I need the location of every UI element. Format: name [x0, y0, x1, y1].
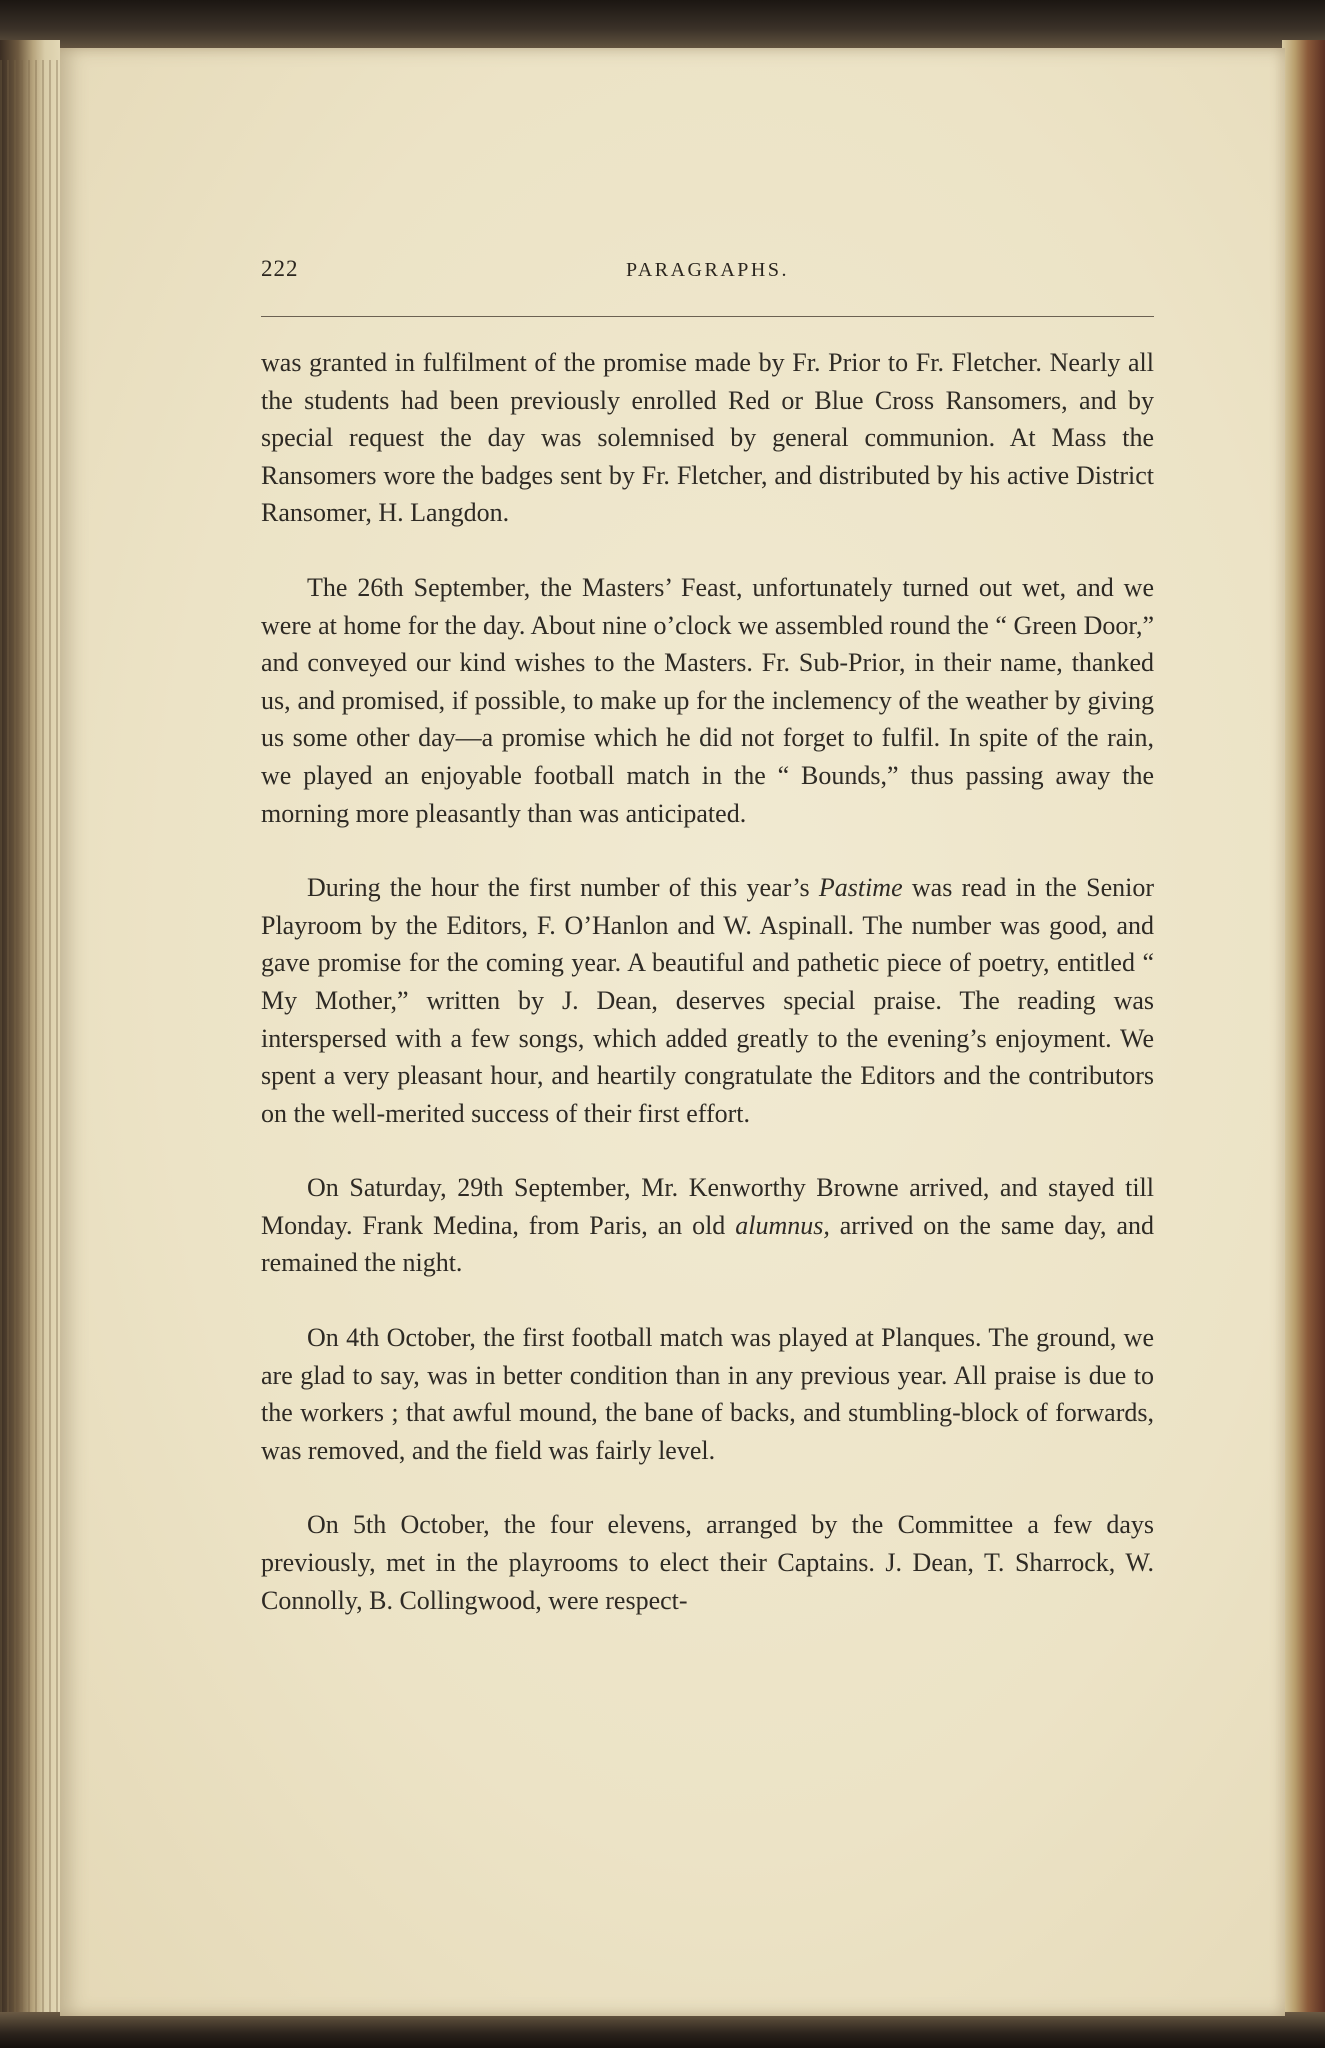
header-rule — [261, 316, 1154, 317]
paragraph-3 — [261, 869, 1154, 1132]
paragraph-3-text-b: was read in the Senior Playroom by the Editors, F. O’Hanlon and W. Aspinall. The number was good, and gave promise for the coming year. A beautiful and pathetic piece of poetry, entitled “ My Mother,” written by J. Dean, deserves special praise. The reading was interspersed with a few songs, which added greatly to the evening’s enjoyment. We spent a very pleasant hour, and heartily congratulate the Editors and the contributors on the well-merited success of their first effort. — [261, 873, 1154, 1128]
paragraph-4-text-a: On Saturday, 29th September, Mr. Kenworthy Browne arrived, and stayed till Monday. Frank Medina, from Paris, an old — [261, 1173, 1154, 1240]
paragraph-6: On 5th October, the four elevens, arranged by the Committee a few days previously, met in the playrooms to elect their Captains. J. Dean, T. Sharrock, W. Connolly, B. Collingwood, were respect- — [261, 1510, 1154, 1615]
paragraph-2: The 26th September, the Masters’ Feast, unfortunately turned out wet, and we were at home for the day. About nine o’clock we assembled round the “ Green Door,” and conveyed our kind wishes to the Masters. Fr. Sub-Prior, in their name, thanked us, and promised, if possible, to make up for the inclemency of the weather by giving us some other day—a promise which he did not forget to fulfil. In spite of the rain, we played an enjoyable football match in the “ Bounds,” thus passing away the morning more pleasantly than was anticipated. — [261, 572, 1154, 828]
paragraph-1: was granted in fulfilment of the promise made by Fr. Prior to Fr. Fletcher. Nearly all the students had been previously enrolled Red or Blue Cross Ransomers, and by special request the day was solemnised by general communion. At Mass the Ransomers wore the badges sent by Fr. Fletcher, and distributed by his active District Ransomer, H. Langdon. — [261, 348, 1154, 528]
paragraph-3-text-a: During the hour the first number of this year’s — [307, 873, 819, 903]
page-number: 222 — [261, 256, 299, 281]
body-text — [261, 344, 1154, 1619]
paragraph-4 — [261, 1169, 1154, 1282]
paragraph-4-italic-word: alumnus, — [735, 1210, 830, 1240]
running-title: PARAGRAPHS. — [626, 259, 789, 281]
paragraph-3-italic-title: Pastime — [818, 873, 903, 903]
book-left-page-edges — [0, 60, 60, 2020]
paragraph-4-text-b: arrived on the same day, and remained the night. — [261, 1210, 1154, 1278]
page-header — [261, 256, 1154, 290]
book-bottom-edge — [0, 2012, 1325, 2048]
book-right-edge — [1282, 40, 1325, 2030]
paragraph-5: On 4th October, the first football match was played at Planques. The ground, we are glad to say, was in better condition than in any previous year. All praise is due to the workers ; that awful mound, the bane of backs, and stumbling-block of forwards, was removed, and the field was fairly level. — [261, 1323, 1154, 1465]
book-top-edge — [0, 0, 1325, 52]
